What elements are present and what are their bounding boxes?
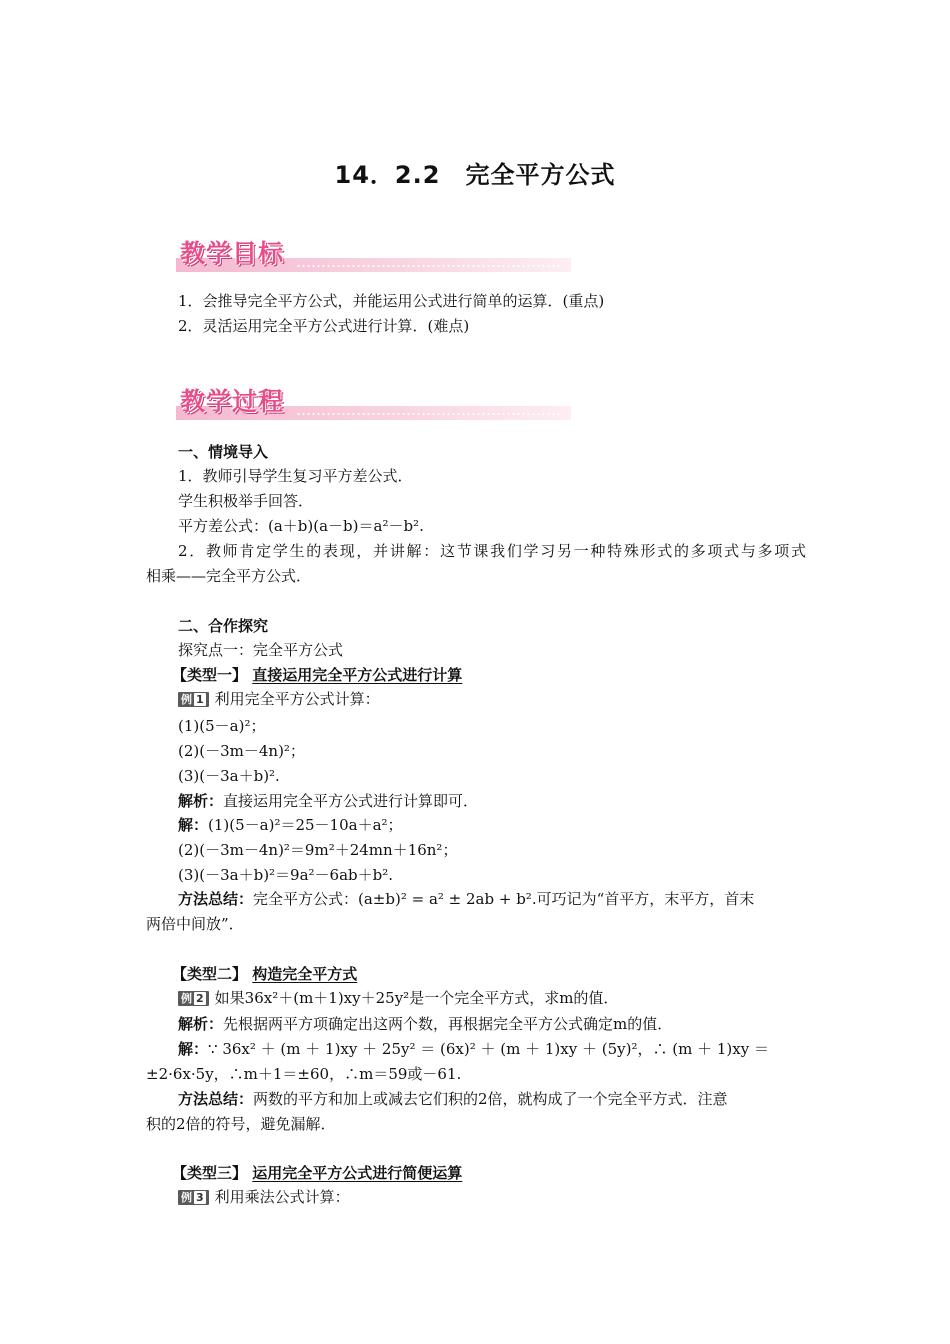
example-item: (3)(－3a＋b)². <box>178 767 280 785</box>
example-badge: 例 2 <box>178 991 209 1006</box>
goal-2: 2．灵活运用完全平方公式进行计算．(难点) <box>178 317 470 335</box>
explore-point: 探究点一：完全平方公式 <box>178 641 344 659</box>
solution-line: 解：∵ 36x² ＋ (m ＋ 1)xy ＋ 25y² ＝ (6x)² ＋ (m ＋ 1)xy ＋ (5y)²，∴ (m ＋ 1)xy ＝ <box>178 1040 769 1058</box>
banner-label: 教学目标 <box>180 239 285 268</box>
method-summary-cont: 积的2倍的符号，避免漏解． <box>146 1115 336 1133</box>
solution-line: (2)(－3m－4n)²＝9m²＋24mn＋16n²； <box>178 841 458 859</box>
paragraph-line: 平方差公式：(a＋b)(a－b)＝a²－b². <box>178 517 424 535</box>
example-text: 利用完全平方公式计算： <box>214 690 380 708</box>
section-heading: 一、情境导入 <box>178 443 269 461</box>
analysis <box>178 791 478 811</box>
example-item: (1)(5－a)²； <box>178 717 266 735</box>
example-2 <box>178 988 618 1008</box>
paragraph-line: 1．教师引导学生复习平方差公式． <box>178 467 413 485</box>
example-1 <box>178 689 380 709</box>
type-title: 运用完全平方公式进行简便运算 <box>252 1164 463 1182</box>
type-title: 直接运用完全平方公式进行计算 <box>252 666 463 684</box>
analysis <box>178 1014 672 1034</box>
banner-teaching-process <box>176 384 571 420</box>
summary-text: 两数的平方和加上或减去它们积的2倍，就构成了一个完全平方式．注意 <box>253 1090 728 1108</box>
solution-label: 解： <box>178 1040 209 1058</box>
solution-line: ±2·6x·5y，∴m＋1＝±60，∴m＝59或－61. <box>146 1065 462 1083</box>
paragraph-line: 相乘——完全平方公式． <box>146 567 312 585</box>
banner-dots <box>296 413 563 415</box>
banner-teaching-goals <box>176 236 571 272</box>
example-badge: 例 3 <box>178 1190 209 1205</box>
banner-label: 教学过程 <box>180 387 285 416</box>
type-label: 【类型一】 <box>172 666 248 684</box>
analysis-text: 直接运用完全平方公式进行计算即可． <box>223 792 479 810</box>
method-summary-cont: 两倍中间放”． <box>146 915 244 933</box>
solution-label: 解： <box>178 816 209 834</box>
example-3 <box>178 1187 350 1207</box>
analysis-label: 解析： <box>178 792 224 810</box>
type-label: 【类型三】 <box>172 1164 248 1182</box>
analysis-text: 先根据两平方项确定出这两个数，再根据完全平方公式确定m的值． <box>223 1015 673 1033</box>
analysis-label: 解析： <box>178 1015 224 1033</box>
summary-label: 方法总结： <box>178 890 254 908</box>
paragraph-line: 2．教师肯定学生的表现，并讲解：这节课我们学习另一种特殊形式的多项式与多项式 <box>178 542 806 560</box>
page-title: 14．2.2 完全平方公式 <box>334 161 616 189</box>
section-heading: 二、合作探究 <box>178 617 269 635</box>
example-item: (2)(－3m－4n)²； <box>178 742 305 760</box>
solution-line: 解：(1)(5－a)²＝25－10a＋a²； <box>178 816 403 834</box>
summary-text: 完全平方公式：(a±b)² = a² ± 2ab + b².可巧记为“首平方，末平方，首末 <box>253 890 755 908</box>
example-text: 如果36x²＋(m＋1)xy＋25y²是一个完全平方式，求m的值． <box>214 989 619 1007</box>
example-badge: 例 1 <box>178 692 209 707</box>
method-summary <box>178 1089 728 1109</box>
example-text: 利用乘法公式计算： <box>214 1188 350 1206</box>
type-heading <box>172 1163 462 1183</box>
type-title: 构造完全平方式 <box>252 965 358 983</box>
type-label: 【类型二】 <box>172 965 248 983</box>
paragraph-line: 学生积极举手回答． <box>178 492 314 510</box>
solution-line: (3)(－3a＋b)²＝9a²－6ab＋b². <box>178 866 394 884</box>
summary-label: 方法总结： <box>178 1090 254 1108</box>
goal-1: 1．会推导完全平方公式，并能运用公式进行简单的运算．(重点) <box>178 292 605 310</box>
banner-dots <box>296 265 563 267</box>
type-heading <box>172 964 357 984</box>
method-summary <box>178 889 806 909</box>
type-heading <box>172 665 462 685</box>
